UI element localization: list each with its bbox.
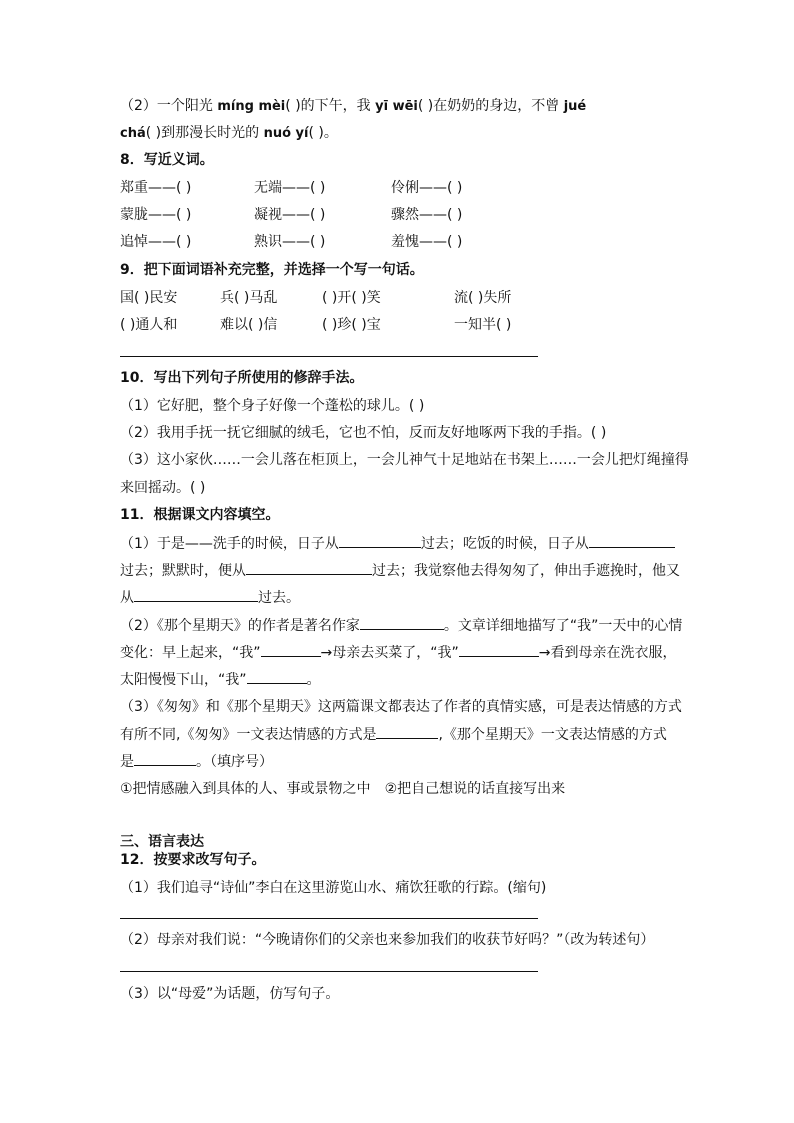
q7-2-text-b: ( )的下午，我 — [285, 98, 376, 114]
q11-option-1: ①把情感融入到具体的人、事或景物之中 — [120, 781, 371, 797]
q9-r1-item4: 流( )失所 — [454, 290, 512, 306]
q11-p2-text-d: 母亲去买菜了，“我” — [332, 645, 459, 661]
q9-r2-item3: ( )珍( )宝 — [322, 317, 381, 333]
q11-blank-3[interactable] — [246, 560, 372, 575]
q10-s2: （2）我用手抚一抚它细腻的绒毛，它也不怕，反而友好地啄两下我的手指。( ) — [120, 425, 607, 441]
q8-r1c1: 郑重——( ) — [120, 180, 192, 196]
q11-option-2: ②把自己想说的话直接写出来 — [384, 781, 566, 797]
q8-r3c3: 羞愧——( ) — [391, 234, 463, 250]
q11-title: 11．根据课文内容填空。 — [120, 507, 280, 523]
q8-r2c2: 凝视——( ) — [254, 207, 326, 223]
q11-options — [120, 779, 565, 799]
q11-p2-line3 — [120, 669, 321, 690]
q11-p1-line2 — [120, 560, 680, 581]
section-3-title: 三、语言表达 — [120, 834, 204, 850]
q11-p3-text-c: ,《那个星期天》一文表达情感的方式 — [438, 727, 667, 743]
q9-r1-item2: 兵( )马乱 — [220, 290, 278, 306]
q7-2-text-a: （2）一个阳光 — [120, 98, 218, 114]
q8-r3c2: 熟识——( ) — [254, 234, 326, 250]
q10-s3a: （3）这小家伙……一会儿落在柜顶上，一会儿神气十足地站在书架上……一会儿把灯绳撞得 — [120, 452, 689, 468]
q11-blank-1[interactable] — [339, 533, 421, 548]
q11-p1-line1 — [120, 533, 675, 554]
q11-p2-text-g: 。 — [306, 672, 321, 688]
q9-r1-item3: ( )开( )笑 — [322, 290, 381, 306]
q7-2-text-c: ( )在奶奶的身边，不曾 — [417, 98, 564, 114]
q11-p2-text-f: 太阳慢慢下山，“我” — [120, 672, 247, 688]
q11-p1-text-a: （1）于是——洗手的时候，日子从 — [120, 536, 339, 552]
q9-answer-line[interactable] — [120, 356, 538, 357]
q11-blank-mood-3[interactable] — [247, 669, 307, 684]
q11-blank-4[interactable] — [134, 587, 258, 602]
q12-s1: （1）我们追寻“诗仙”李白在这里游览山水、痛饮狂歌的行踪。(缩句) — [120, 880, 547, 896]
q10-s3b: 来回摇动。( ) — [120, 480, 206, 496]
arrow-right-icon: → — [538, 645, 551, 661]
q8-r3c1: 追悼——( ) — [120, 234, 192, 250]
q11-blank-2[interactable] — [589, 533, 675, 548]
q9-r2-item2: 难以( )信 — [220, 317, 278, 333]
q7-2-text-d: ( )到那漫长时光的 — [145, 125, 264, 141]
pinyin-cha: chá — [120, 126, 146, 141]
q11-p1-text-d: 过去；我觉察他去得匆匆了，伸出手遮挽时，他又 — [372, 563, 680, 579]
pinyin-ming-mei: míng mèi — [217, 99, 286, 114]
q11-p3-text-d: 是 — [120, 754, 134, 770]
q8-r1c3: 伶俐——( ) — [391, 180, 463, 196]
pinyin-jue: jué — [563, 99, 587, 114]
q12-s3: （3）以“母爱”为话题，仿写句子。 — [120, 986, 340, 1002]
q11-p2-text-c: 变化：早上起来，“我” — [120, 645, 261, 661]
q11-p2-line1 — [120, 615, 682, 636]
q11-p1-text-c: 过去；默默时，便从 — [120, 563, 246, 579]
q11-p2-text-e: 看到母亲在洗衣服， — [550, 645, 677, 661]
q11-p1-line3 — [120, 587, 300, 608]
q9-r2-item4: 一知半( ) — [454, 317, 512, 333]
q7-2-line1 — [120, 96, 586, 117]
q11-p2-line2 — [120, 642, 677, 663]
pinyin-yi-wei: yī wēi — [375, 99, 418, 114]
q8-r1c2: 无端——( ) — [254, 180, 326, 196]
q7-2-line2 — [120, 123, 338, 144]
pinyin-nuo-yi: nuó yí — [263, 126, 309, 141]
q11-p2-text-a: （2）《那个星期天》的作者是著名作家 — [120, 618, 360, 634]
q11-blank-method-2[interactable] — [134, 751, 196, 766]
q9-r1-item1: 国( )民安 — [120, 290, 178, 306]
q11-p1-text-b: 过去；吃饭的时候，日子从 — [420, 536, 589, 552]
q11-blank-mood-1[interactable] — [261, 642, 321, 657]
q12-s2: （2）母亲对我们说：“今晚请你们的父亲也来参加我们的收获节好吗？”（改为转述句） — [120, 932, 655, 948]
q10-title: 10．写出下列句子所使用的修辞手法。 — [120, 370, 364, 386]
q11-blank-mood-2[interactable] — [459, 642, 539, 657]
q11-blank-author[interactable] — [360, 615, 444, 630]
q9-title: 9．把下面词语补充完整，并选择一个写一句话。 — [120, 262, 424, 278]
q11-p3-line1: （3）《匆匆》和《那个星期天》这两篇课文都表达了作者的真情实感，可是表达情感的方式 — [120, 699, 682, 715]
q11-p1-text-f: 过去。 — [258, 590, 300, 606]
q11-p3-line2 — [120, 724, 667, 745]
arrow-right-icon: → — [320, 645, 333, 661]
q9-r2-item1: ( )通人和 — [120, 317, 178, 333]
q7-2-text-e: ( )。 — [308, 125, 338, 141]
q12-title: 12．按要求改写句子。 — [120, 852, 266, 868]
q11-p3-text-b: 有所不同,《匆匆》一文表达情感的方式是 — [120, 727, 377, 743]
q10-s1: （1）它好肥，整个身子好像一个蓬松的球儿。( ) — [120, 398, 425, 414]
q8-r2c1: 蒙胧——( ) — [120, 207, 192, 223]
q11-p1-text-e: 从 — [120, 590, 134, 606]
q8-title: 8．写近义词。 — [120, 152, 214, 168]
q11-p3-text-e: 。（填序号） — [196, 754, 273, 770]
q12-s2-answer-line[interactable] — [120, 971, 538, 972]
q12-s1-answer-line[interactable] — [120, 918, 538, 919]
q11-blank-method-1[interactable] — [376, 724, 438, 739]
q11-p3-line3 — [120, 751, 273, 772]
q11-p2-text-b: 。文章详细地描写了“我”一天中的心情 — [443, 618, 683, 634]
q8-r2c3: 骤然——( ) — [391, 207, 463, 223]
